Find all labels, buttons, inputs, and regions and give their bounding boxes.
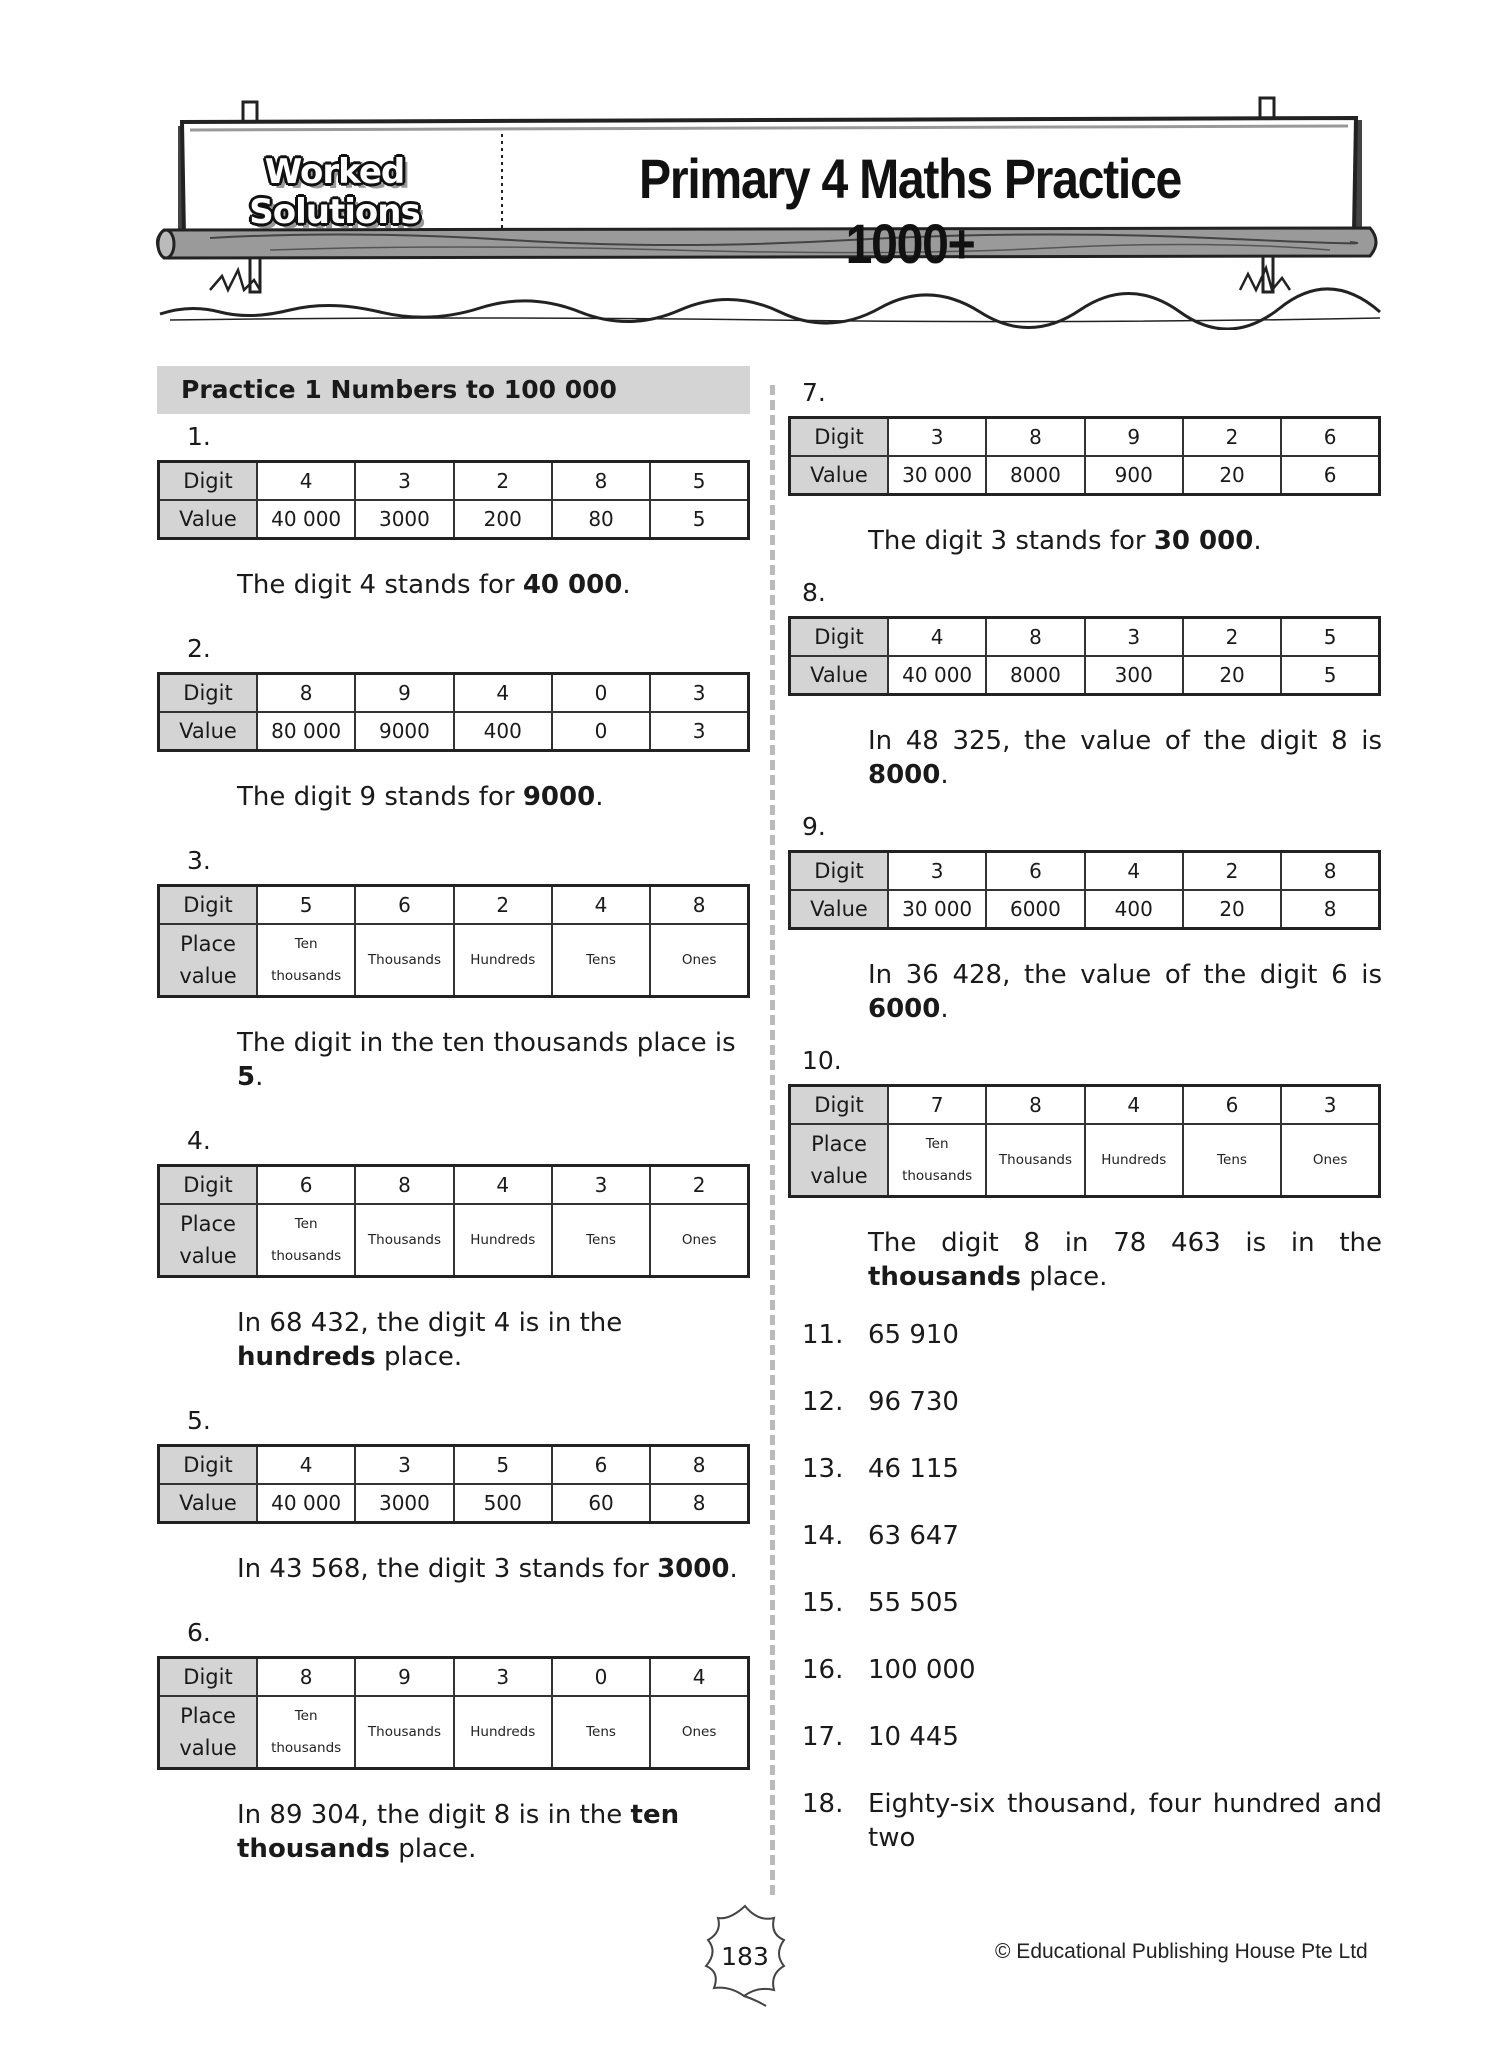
- digit-cell: 6: [257, 1166, 355, 1205]
- question-6: [157, 1616, 750, 1866]
- answer-text: The digit 3 stands for 30 000.: [868, 526, 1262, 556]
- list-item: 11. 65 910: [802, 1320, 959, 1350]
- place-cell: Hundreds: [454, 1204, 552, 1277]
- row-label: Digit: [159, 886, 258, 925]
- value-cell: 60: [552, 1484, 650, 1523]
- value-cell: 3000: [355, 500, 453, 539]
- row-label: Place value: [790, 1124, 889, 1197]
- digit-cell: 6: [1281, 418, 1379, 457]
- list-item: 13. 46 115: [802, 1454, 959, 1484]
- place-value-table: [157, 1164, 750, 1278]
- digit-cell: 8: [986, 618, 1084, 657]
- place-value-table: [788, 416, 1381, 496]
- digit-cell: 3: [1281, 1086, 1379, 1125]
- digit-cell: 6: [986, 852, 1084, 891]
- place-cell: Ones: [650, 1696, 748, 1769]
- question-number: 1.: [187, 422, 211, 451]
- list-item: 17. 10 445: [802, 1722, 959, 1752]
- value-cell: 20: [1183, 890, 1281, 929]
- value-cell: 8000: [986, 656, 1084, 695]
- value-cell: 40 000: [257, 1484, 355, 1523]
- digit-cell: 8: [257, 674, 355, 713]
- digit-cell: 2: [1183, 618, 1281, 657]
- question-4: [157, 1124, 750, 1374]
- answer-text: In 68 432, the digit 4 is in the hundreds place.: [237, 1308, 623, 1372]
- digit-cell: 6: [1183, 1086, 1281, 1125]
- row-label: Value: [790, 656, 889, 695]
- page-number-badge: [700, 1900, 790, 2010]
- place-cell: Ones: [1281, 1124, 1379, 1197]
- row-label: Value: [159, 500, 258, 539]
- digit-cell: 2: [454, 462, 552, 501]
- digit-cell: 3: [888, 852, 986, 891]
- row-label: Value: [790, 890, 889, 929]
- digit-cell: 0: [552, 1658, 650, 1697]
- question-number: 6.: [187, 1618, 211, 1647]
- question-number: 3.: [187, 846, 211, 875]
- value-cell: 200: [454, 500, 552, 539]
- place-cell: Ones: [650, 924, 748, 997]
- answer-text: In 43 568, the digit 3 stands for 3000.: [237, 1554, 738, 1584]
- list-item: 12. 96 730: [802, 1387, 959, 1417]
- question-number: 5.: [187, 1406, 211, 1435]
- value-cell: 400: [1085, 890, 1183, 929]
- digit-cell: 3: [650, 674, 748, 713]
- place-cell: Tens: [1183, 1124, 1281, 1197]
- place-cell: Hundreds: [1085, 1124, 1183, 1197]
- question-number: 7.: [802, 378, 826, 407]
- row-label: Digit: [159, 462, 258, 501]
- row-label: Digit: [159, 1446, 258, 1485]
- answer-text: The digit 8 in 78 463 is in the thousands place.: [868, 1228, 1382, 1292]
- question-9: [788, 810, 1382, 1026]
- digit-cell: 5: [454, 1446, 552, 1485]
- answer-text: In 89 304, the digit 8 is in the ten thousands place.: [237, 1800, 680, 1864]
- question-number: 9.: [802, 812, 826, 841]
- value-cell: 5: [650, 500, 748, 539]
- row-label: Value: [159, 1484, 258, 1523]
- place-cell: Ten thousands: [257, 1204, 355, 1277]
- digit-cell: 3: [1085, 618, 1183, 657]
- place-value-table: [788, 616, 1381, 696]
- digit-cell: 4: [257, 462, 355, 501]
- digit-cell: 9: [1085, 418, 1183, 457]
- short-answers-list: [788, 1318, 1382, 1855]
- row-label: Digit: [790, 618, 889, 657]
- row-label: Digit: [790, 418, 889, 457]
- question-number: 2.: [187, 634, 211, 663]
- value-cell: 9000: [355, 712, 453, 751]
- list-item: 16. 100 000: [802, 1655, 976, 1685]
- value-cell: 0: [552, 712, 650, 751]
- copyright-text: © Educational Publishing House Pte Ltd: [995, 1940, 1368, 1963]
- place-value-table: [157, 1656, 750, 1770]
- question-5: [157, 1404, 750, 1586]
- place-cell: Tens: [552, 1696, 650, 1769]
- list-item: 14. 63 647: [802, 1521, 959, 1551]
- row-label: Digit: [790, 1086, 889, 1125]
- value-cell: 6: [1281, 456, 1379, 495]
- value-cell: 400: [454, 712, 552, 751]
- value-cell: 30 000: [888, 890, 986, 929]
- page-number: 183: [721, 1942, 769, 1971]
- right-column: [788, 376, 1382, 1855]
- place-cell: Tens: [552, 1204, 650, 1277]
- value-cell: 8: [650, 1484, 748, 1523]
- row-label: Place value: [159, 1204, 258, 1277]
- book-title: Primary 4 Maths Practice 1000+: [639, 147, 1181, 275]
- digit-cell: 4: [650, 1658, 748, 1697]
- value-cell: 5: [1281, 656, 1379, 695]
- value-cell: 8: [1281, 890, 1379, 929]
- row-label: Digit: [159, 674, 258, 713]
- question-number: 10.: [802, 1046, 842, 1075]
- answer-text: The digit 4 stands for 40 000.: [237, 570, 631, 600]
- place-cell: Thousands: [355, 1696, 453, 1769]
- digit-cell: 5: [257, 886, 355, 925]
- question-number: 8.: [802, 578, 826, 607]
- digit-cell: 3: [552, 1166, 650, 1205]
- value-cell: 80 000: [257, 712, 355, 751]
- place-value-table: [157, 1444, 750, 1524]
- digit-cell: 8: [257, 1658, 355, 1697]
- row-label: Digit: [159, 1658, 258, 1697]
- place-value-table: [157, 460, 750, 540]
- column-divider: [770, 385, 775, 1895]
- question-10: [788, 1044, 1382, 1294]
- digit-cell: 8: [552, 462, 650, 501]
- place-value-table: [157, 884, 750, 998]
- place-cell: Ones: [650, 1204, 748, 1277]
- question-8: [788, 576, 1382, 792]
- value-cell: 500: [454, 1484, 552, 1523]
- digit-cell: 8: [1281, 852, 1379, 891]
- place-cell: Ten thousands: [888, 1124, 986, 1197]
- digit-cell: 8: [355, 1166, 453, 1205]
- digit-cell: 5: [650, 462, 748, 501]
- row-label: Place value: [159, 1696, 258, 1769]
- value-cell: 900: [1085, 456, 1183, 495]
- value-cell: 40 000: [888, 656, 986, 695]
- digit-cell: 4: [1085, 1086, 1183, 1125]
- digit-cell: 4: [1085, 852, 1183, 891]
- place-cell: Hundreds: [454, 924, 552, 997]
- digit-cell: 4: [257, 1446, 355, 1485]
- digit-cell: 8: [650, 1446, 748, 1485]
- digit-cell: 3: [355, 1446, 453, 1485]
- value-cell: 8000: [986, 456, 1084, 495]
- value-cell: 6000: [986, 890, 1084, 929]
- row-label: Value: [790, 456, 889, 495]
- digit-cell: 6: [552, 1446, 650, 1485]
- digit-cell: 4: [888, 618, 986, 657]
- digit-cell: 9: [355, 1658, 453, 1697]
- place-cell: Ten thousands: [257, 924, 355, 997]
- digit-cell: 8: [650, 886, 748, 925]
- value-cell: 300: [1085, 656, 1183, 695]
- value-cell: 20: [1183, 456, 1281, 495]
- question-3: [157, 844, 750, 1094]
- place-cell: Thousands: [355, 1204, 453, 1277]
- answer-text: The digit 9 stands for 9000.: [237, 782, 604, 812]
- question-2: [157, 632, 750, 814]
- row-label: Digit: [790, 852, 889, 891]
- digit-cell: 3: [888, 418, 986, 457]
- digit-cell: 3: [454, 1658, 552, 1697]
- digit-cell: 2: [650, 1166, 748, 1205]
- digit-cell: 6: [355, 886, 453, 925]
- digit-cell: 9: [355, 674, 453, 713]
- digit-cell: 0: [552, 674, 650, 713]
- digit-cell: 2: [454, 886, 552, 925]
- place-value-table: [788, 850, 1381, 930]
- question-number: 4.: [187, 1126, 211, 1155]
- list-item: 15. 55 505: [802, 1588, 959, 1618]
- value-cell: 20: [1183, 656, 1281, 695]
- answer-text: In 36 428, the value of the digit 6 is 6000.: [868, 960, 1382, 1024]
- digit-cell: 4: [552, 886, 650, 925]
- value-cell: 40 000: [257, 500, 355, 539]
- digit-cell: 2: [1183, 852, 1281, 891]
- worked-solutions-label: Worked Solutions: [249, 152, 420, 232]
- row-label: Place value: [159, 924, 258, 997]
- digit-cell: 5: [1281, 618, 1379, 657]
- left-column: [157, 366, 750, 1866]
- practice-heading: Practice 1 Numbers to 100 000: [157, 366, 750, 414]
- value-cell: 80: [552, 500, 650, 539]
- banner: [150, 90, 1390, 330]
- place-value-table: [157, 672, 750, 752]
- answer-text: The digit in the ten thousands place is 5.: [237, 1028, 736, 1092]
- place-cell: Thousands: [986, 1124, 1084, 1197]
- list-item: 18. Eighty-six thousand, four hundred and two: [802, 1789, 1382, 1853]
- question-7: [788, 376, 1382, 558]
- place-value-table: [788, 1084, 1381, 1198]
- digit-cell: 4: [454, 674, 552, 713]
- row-label: Digit: [159, 1166, 258, 1205]
- place-cell: Hundreds: [454, 1696, 552, 1769]
- value-cell: 3: [650, 712, 748, 751]
- row-label: Value: [159, 712, 258, 751]
- place-cell: Tens: [552, 924, 650, 997]
- question-1: [157, 420, 750, 602]
- digit-cell: 2: [1183, 418, 1281, 457]
- value-cell: 30 000: [888, 456, 986, 495]
- digit-cell: 3: [355, 462, 453, 501]
- digit-cell: 4: [454, 1166, 552, 1205]
- answer-text: In 48 325, the value of the digit 8 is 8000.: [868, 726, 1382, 790]
- digit-cell: 8: [986, 418, 1084, 457]
- digit-cell: 7: [888, 1086, 986, 1125]
- place-cell: Ten thousands: [257, 1696, 355, 1769]
- place-cell: Thousands: [355, 924, 453, 997]
- digit-cell: 8: [986, 1086, 1084, 1125]
- value-cell: 3000: [355, 1484, 453, 1523]
